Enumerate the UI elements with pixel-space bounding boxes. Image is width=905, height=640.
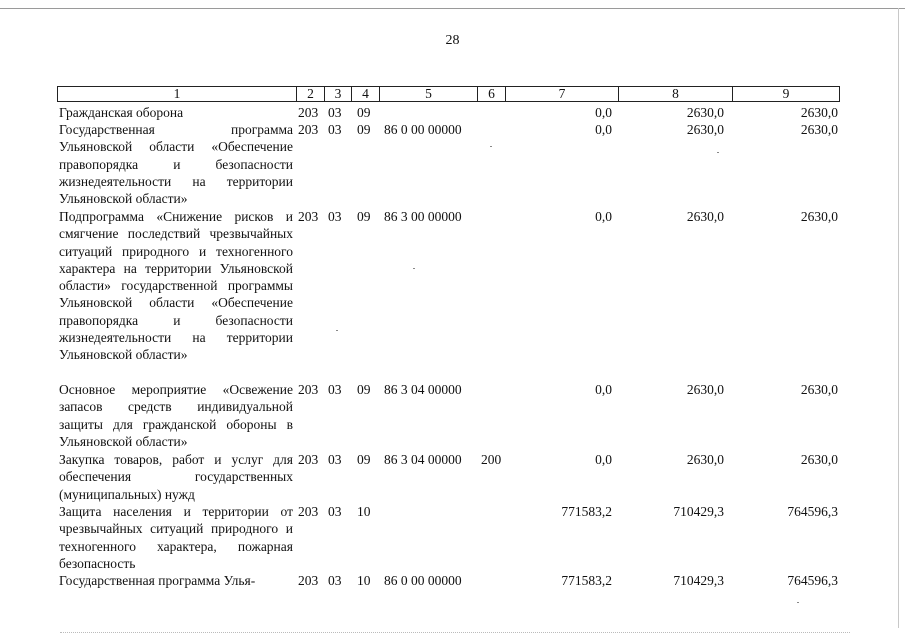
header-col-4: 4 — [352, 87, 380, 101]
row-c4: 09 — [357, 122, 371, 137]
row-c2: 203 — [298, 452, 319, 467]
header-col-8: 8 — [619, 87, 733, 101]
header-col-7: 7 — [506, 87, 619, 101]
row-c7: 0,0 — [595, 452, 612, 467]
header-col-3: 3 — [325, 87, 352, 101]
row-name: Защита населения и территории от чрезвычайных ситуаций природного и техногенного характера, пожарная безопасность — [59, 504, 293, 571]
row-c4: 10 — [357, 573, 371, 588]
row-c4: 10 — [357, 504, 371, 519]
row-name: Гражданская оборона — [59, 105, 184, 120]
row-c5: 86 3 04 00000 — [384, 452, 462, 467]
scan-speck — [413, 268, 415, 269]
row-c3: 03 — [328, 122, 342, 137]
header-col-1: 1 — [58, 87, 297, 101]
row-c4: 09 — [357, 382, 371, 397]
row-c7: 771583,2 — [561, 504, 612, 519]
scan-border-right — [898, 8, 899, 628]
row-name: Подпрограмма «Снижение рисков и смягчение последствий чрезвычайных ситуаций природного и техногенного характера на территории Ульяновской области» государственной программы Ульяновской области «Обеспечение правопорядка и безопасности жизнедеятельности на территории Ульяновской области» — [59, 209, 293, 363]
row-c9: 764596,3 — [787, 504, 838, 519]
row-c3: 03 — [328, 504, 342, 519]
row-c8: 2630,0 — [686, 452, 724, 467]
row-c8: 710429,3 — [673, 573, 724, 588]
header-col-9: 9 — [782, 86, 790, 101]
scan-bottom-noise — [60, 632, 850, 635]
row-c3: 03 — [328, 573, 342, 588]
header-col-2: 2 — [297, 87, 325, 101]
row-c5: 86 3 00 00000 — [384, 209, 462, 224]
scan-speck — [490, 146, 492, 147]
row-c2: 203 — [298, 504, 319, 519]
row-c9: 764596,3 — [787, 573, 838, 588]
row-name: Основное мероприятие «Освежение запасов средств индивидуальной защиты для гражданской обороны в Ульяновской области» — [59, 382, 293, 449]
row-c7: 0,0 — [595, 122, 612, 137]
row-c8: 2630,0 — [686, 382, 724, 397]
row-c3: 03 — [328, 452, 342, 467]
header-col-6: 6 — [478, 87, 506, 101]
row-c8: 2630,0 — [686, 209, 724, 224]
row-c2: 203 — [298, 382, 319, 397]
scan-border-top — [0, 8, 905, 9]
scan-speck — [797, 602, 799, 603]
row-c7: 771583,2 — [561, 573, 612, 588]
row-c2: 203 — [298, 209, 319, 224]
row-c9: 2630,0 — [800, 209, 838, 224]
row-c8: 710429,3 — [673, 504, 724, 519]
row-c2: 203 — [298, 573, 319, 588]
row-c7: 0,0 — [595, 105, 612, 120]
row-c3: 03 — [328, 105, 342, 120]
row-c7: 0,0 — [595, 209, 612, 224]
scan-speck — [336, 330, 338, 331]
row-name: Государственная программа Улья- — [59, 573, 256, 588]
row-c9: 2630,0 — [800, 105, 838, 120]
header-col-5: 5 — [380, 87, 478, 101]
row-c8: 2630,0 — [686, 105, 724, 120]
row-c5: 86 0 00 00000 — [384, 573, 462, 588]
row-c5: 86 3 04 00000 — [384, 382, 462, 397]
row-c9: 2630,0 — [800, 452, 838, 467]
row-c2: 203 — [298, 122, 319, 137]
row-c9: 2630,0 — [800, 382, 838, 397]
row-c7: 0,0 — [595, 382, 612, 397]
row-c4: 09 — [357, 105, 371, 120]
row-c9: 2630,0 — [800, 122, 838, 137]
scan-speck — [717, 152, 719, 153]
row-name: Государственная программа Ульяновской области «Обеспечение правопорядка и безопасности жизнедеятельности на территории Ульяновской области» — [59, 122, 293, 207]
row-name: Закупка товаров, работ и услуг для обеспечения государственных (муниципальных) нужд — [59, 452, 293, 502]
row-c6: 200 — [481, 452, 502, 467]
row-c3: 03 — [328, 382, 342, 397]
row-c5: 86 0 00 00000 — [384, 122, 462, 137]
row-c4: 09 — [357, 209, 371, 224]
table-header — [57, 86, 840, 102]
page-number: 28 — [445, 33, 460, 48]
row-c4: 09 — [357, 452, 371, 467]
row-c8: 2630,0 — [686, 122, 724, 137]
row-c3: 03 — [328, 209, 342, 224]
row-c2: 203 — [298, 105, 319, 120]
